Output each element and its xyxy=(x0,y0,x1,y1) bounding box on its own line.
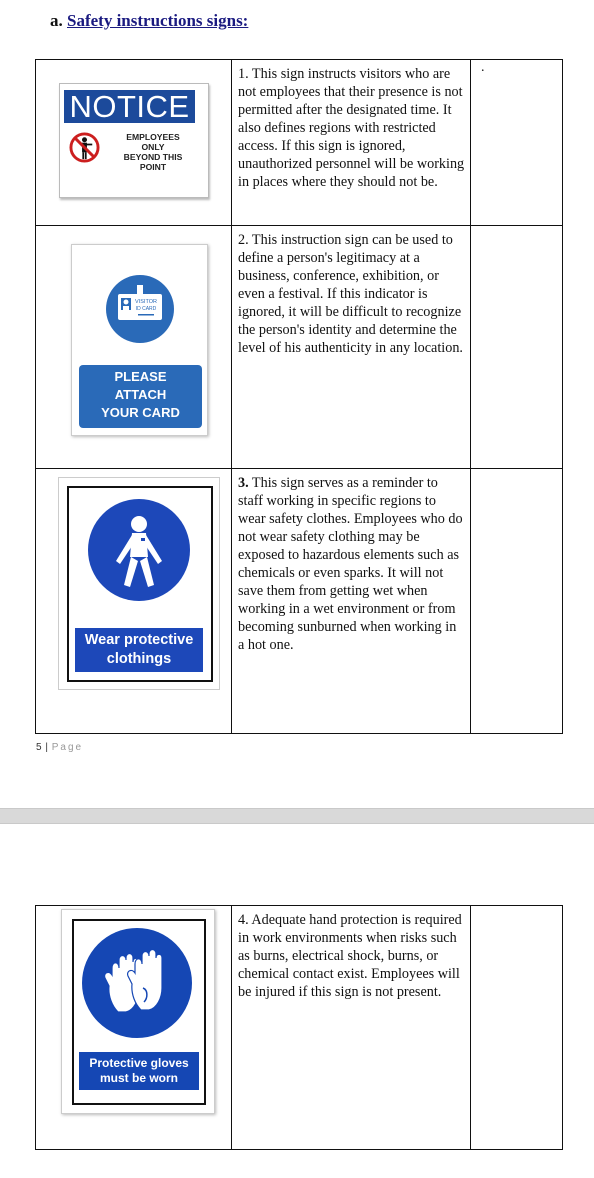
page-number: 5 xyxy=(36,742,43,753)
wear-clothing-label xyxy=(75,628,203,672)
extra-cell xyxy=(471,226,563,469)
extra-cell xyxy=(471,469,563,734)
page-footer xyxy=(36,742,83,753)
protective-clothing-sign-image xyxy=(58,477,220,690)
item-number: 3. xyxy=(238,475,249,491)
notice-sign-image xyxy=(59,83,209,198)
section-prefix: a. xyxy=(50,11,63,30)
protective-suit-icon xyxy=(88,499,190,601)
label-line: ATTACH xyxy=(114,387,167,402)
protective-gloves-sign-image xyxy=(61,909,215,1114)
attach-card-label xyxy=(79,365,202,428)
sign-description: 4. Adequate hand protection is required in work environments when risks such as burns, electrical shock, burns, or chemical contact exist. Employees will be injured if this sign is not present. xyxy=(232,906,471,1150)
gloves-icon xyxy=(82,928,192,1038)
label-line: Wear protective xyxy=(84,632,194,648)
badge-line-2: ID CARD xyxy=(135,306,157,312)
label-line: Protective gloves xyxy=(89,1056,189,1070)
no-entry-person-icon xyxy=(69,132,100,163)
signs-table-page-6 xyxy=(35,905,563,1150)
notice-line: POINT xyxy=(139,162,167,172)
sign-image-cell xyxy=(36,469,232,734)
table-row xyxy=(36,906,563,1150)
section-title: Safety instructions signs: xyxy=(67,11,249,30)
table-row xyxy=(36,469,563,734)
label-line: must be worn xyxy=(99,1071,178,1085)
visitor-card-sign-image xyxy=(71,244,208,436)
notice-header: NOTICE xyxy=(64,90,195,123)
gloves-label xyxy=(79,1052,199,1090)
sign-image-cell xyxy=(36,906,232,1150)
label-line: YOUR CARD xyxy=(101,405,180,420)
label-line: clothings xyxy=(106,651,172,667)
notice-line: ONLY xyxy=(141,142,165,152)
sign-image-cell xyxy=(36,226,232,469)
sign-description: 1. This sign instructs visitors who are not employees that their presence is not permitted after the designated time. It also defines regions with restricted access. If this sign is ignored, unauthorized personnel will be working in places where they should not be. xyxy=(232,60,471,226)
notice-text xyxy=(108,132,198,172)
page-label: Page xyxy=(51,742,84,753)
table-row xyxy=(36,226,563,469)
section-heading xyxy=(50,11,248,31)
page-separator: | xyxy=(45,742,49,753)
notice-line: BEYOND THIS xyxy=(123,152,183,162)
signs-table-page-5 xyxy=(35,59,563,734)
table-row xyxy=(36,60,563,226)
badge-line-1: VISITOR xyxy=(135,299,157,305)
id-card-icon xyxy=(106,275,174,343)
sign-image-cell xyxy=(36,60,232,226)
extra-cell xyxy=(471,906,563,1150)
notice-line: EMPLOYEES xyxy=(126,132,180,142)
sign-description xyxy=(232,469,471,734)
extra-cell: . xyxy=(471,60,563,226)
sign-description: 2. This instruction sign can be used to define a person's legitimacy at a business, conference, exhibition, or even a festival. If this indicator is ignored, it will be difficult to recognize the person's identity and determine the level of his authenticity in any location. xyxy=(232,226,471,469)
description-text: This sign serves as a reminder to staff working in specific regions to wear safety clothes. Employees who do not wear safety clothing may be exposed to hazardous elements such as chemicals or even sparks. It will not save them from getting wet when working in a wet environment or from becoming sunburned when working in a hot one. xyxy=(238,475,463,653)
label-line: PLEASE xyxy=(114,369,167,384)
page-break xyxy=(0,808,594,824)
